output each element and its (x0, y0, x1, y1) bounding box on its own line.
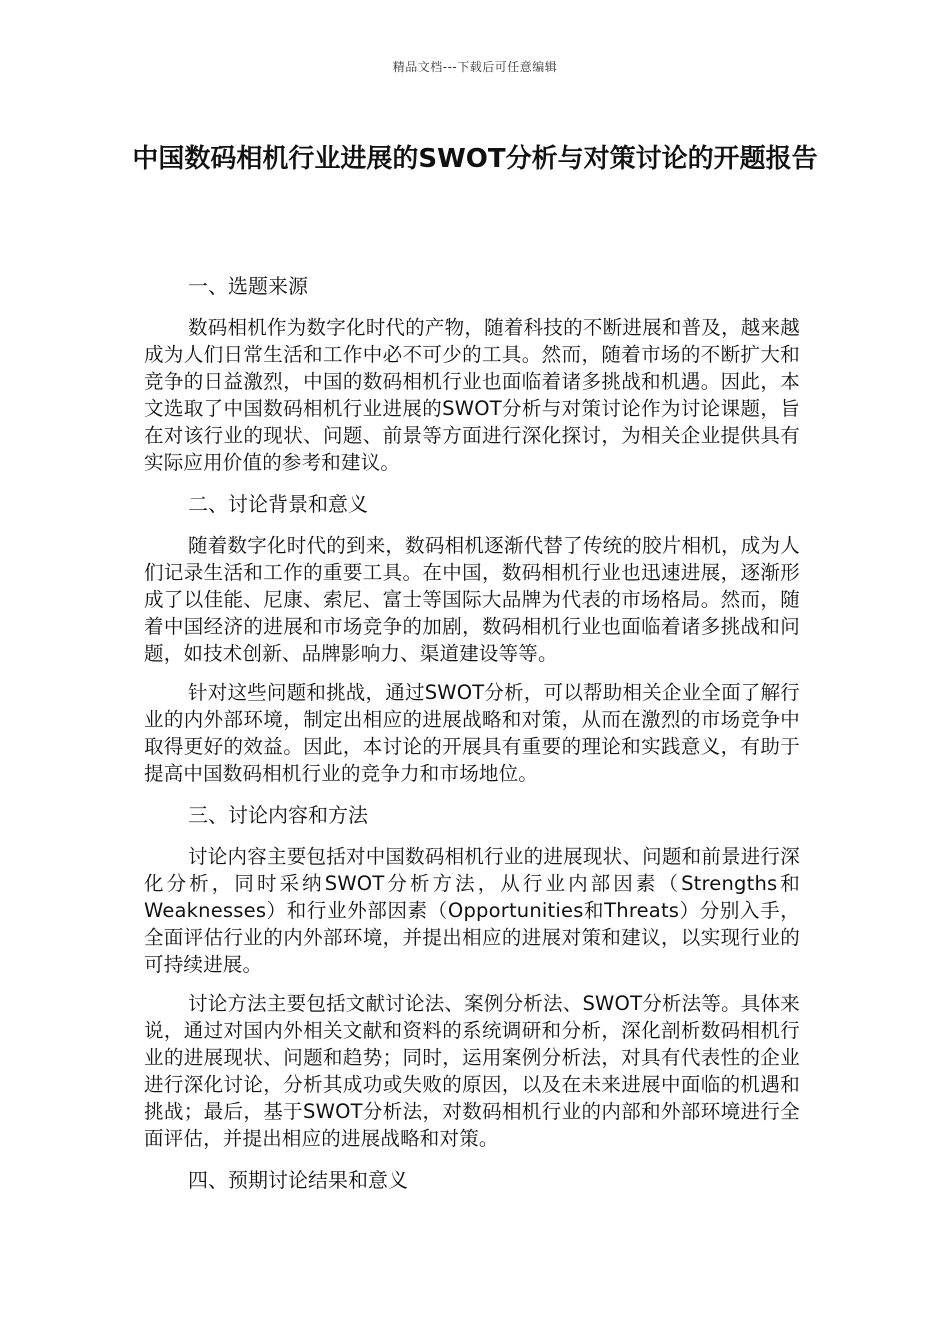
header-note: 精品文档---下载后可任意编辑 (392, 60, 558, 74)
paragraph: 讨论内容主要包括对中国数码相机行业的进展现状、问题和前景进行深化分析，同时采纳SWOT分析方法，从行业内部因素（Strengths和Weaknesses）和行业外部因素（Opportunities和Threats）分别入手，全面评估行业的内外部环境，并提出相应的进展对策和建议，以实现行业的可持续进展。 (144, 845, 800, 976)
section-background (144, 488, 800, 787)
section-heading: 二、讨论背景和意义 (188, 492, 368, 516)
paragraph: 随着数字化时代的到来，数码相机逐渐代替了传统的胶片相机，成为人们记录生活和工作的重要工具。在中国，数码相机行业也迅速进展，逐渐形成了以佳能、尼康、索尼、富士等国际大品牌为代表的市场格局。然而，随着中国经济的进展和市场竞争的加剧，数码相机行业也面临着诸多挑战和问题，如技术创新、品牌影响力、渠道建设等等。 (144, 534, 800, 665)
section-content-methods (144, 799, 800, 1152)
paragraph: 数码相机作为数字化时代的产物，随着科技的不断进展和普及，越来越成为人们日常生活和工作中必不可少的工具。然而，随着市场的不断扩大和竞争的日益激烈，中国的数码相机行业也面临着诸多挑战和机遇。因此，本文选取了中国数码相机行业进展的SWOT分析与对策讨论作为讨论课题，旨在对该行业的现状、问题、前景等方面进行深化探讨，为相关企业提供具有实际应用价值的参考和建议。 (144, 316, 800, 474)
section-heading: 三、讨论内容和方法 (188, 803, 368, 827)
section-topic-source (144, 270, 800, 476)
section-heading: 四、预期讨论结果和意义 (188, 1168, 408, 1192)
section-expected-results (144, 1164, 800, 1196)
document-body (144, 270, 800, 1208)
document-title: 中国数码相机行业进展的SWOT分析与对策讨论的开题报告 (132, 144, 818, 174)
paragraph: 针对这些问题和挑战，通过SWOT分析，可以帮助相关企业全面了解行业的内外部环境，制定出相应的进展战略和对策，从而在激烈的市场竞争中取得更好的效益。因此，本讨论的开展具有重要的理论和实践意义，有助于提高中国数码相机行业的竞争力和市场地位。 (144, 681, 800, 785)
paragraph: 讨论方法主要包括文献讨论法、案例分析法、SWOT分析法等。具体来说，通过对国内外相关文献和资料的系统调研和分析，深化剖析数码相机行业的进展现状、问题和趋势；同时，运用案例分析法，对具有代表性的企业进行深化讨论，分析其成功或失败的原因，以及在未来进展中面临的机遇和挑战；最后，基于SWOT分析法，对数码相机行业的内部和外部环境进行全面评估，并提出相应的进展战略和对策。 (144, 992, 800, 1150)
section-heading: 一、选题来源 (188, 274, 308, 298)
